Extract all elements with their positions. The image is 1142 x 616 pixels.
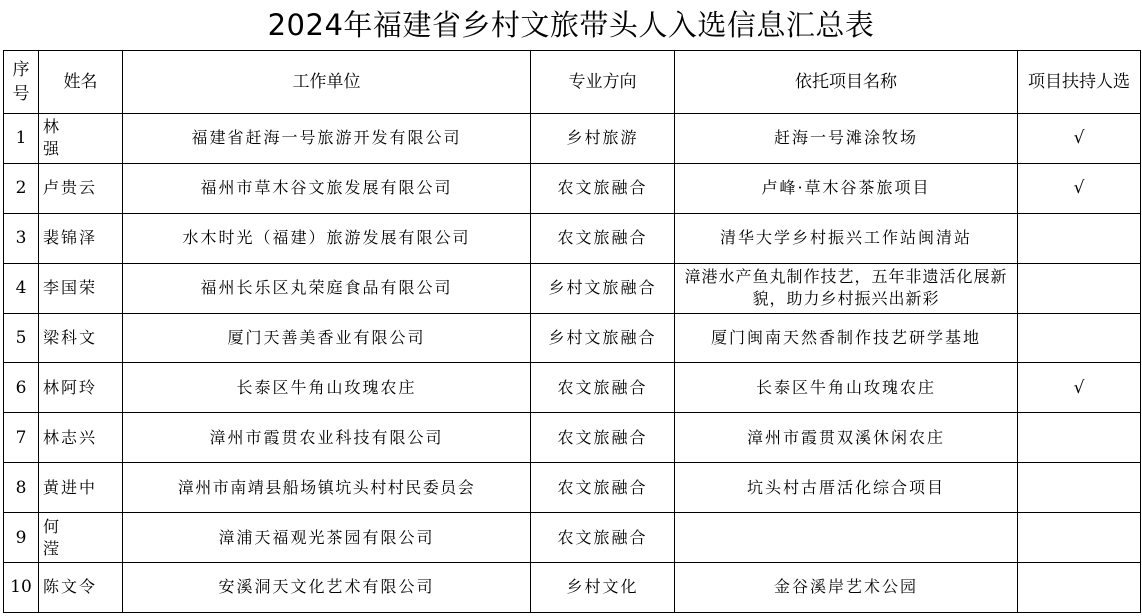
- check-icon: √: [1073, 377, 1085, 398]
- check-icon: √: [1073, 128, 1085, 149]
- table-row: [4, 213, 1141, 263]
- table-header-row: [4, 51, 1141, 114]
- cell-project: 坑头村古厝活化综合项目: [675, 463, 1018, 513]
- cell-unit: 漳州市南靖县船场镇坑头村村民委员会: [123, 463, 531, 513]
- table-row: [4, 363, 1141, 413]
- table-row: [4, 263, 1141, 313]
- cell-support: [1018, 313, 1141, 363]
- header-project: 依托项目名称: [675, 51, 1018, 114]
- table-row: [4, 163, 1141, 213]
- cell-name: 林阿玲: [39, 363, 123, 413]
- cell-project: 卢峰·草木谷茶旅项目: [675, 163, 1018, 213]
- cell-project: 厦门闽南天然香制作技艺研学基地: [675, 313, 1018, 363]
- cell-support: [1018, 513, 1141, 563]
- cell-unit: 福州长乐区丸荣庭食品有限公司: [123, 263, 531, 313]
- cell-direction: 乡村文旅融合: [531, 263, 675, 313]
- cell-seq: 1: [4, 114, 39, 164]
- header-unit: 工作单位: [123, 51, 531, 114]
- cell-seq: 2: [4, 163, 39, 213]
- header-support: 项目扶持人选: [1018, 51, 1141, 114]
- cell-seq: 8: [4, 463, 39, 513]
- cell-seq: 6: [4, 363, 39, 413]
- cell-name: 何 滢: [39, 513, 123, 563]
- cell-seq: 5: [4, 313, 39, 363]
- check-icon: √: [1073, 178, 1085, 199]
- cell-support: [1018, 213, 1141, 263]
- table-row: [4, 513, 1141, 563]
- cell-project: 漳港水产鱼丸制作技艺，五年非遗活化展新貌，助力乡村振兴出新彩: [675, 263, 1018, 313]
- cell-support: [1018, 463, 1141, 513]
- header-name: 姓名: [39, 51, 123, 114]
- cell-support: [1018, 263, 1141, 313]
- cell-project: 金谷溪岸艺术公园: [675, 563, 1018, 613]
- table-row: [4, 413, 1141, 463]
- cell-name: 黄进中: [39, 463, 123, 513]
- cell-unit: 福州市草木谷文旅发展有限公司: [123, 163, 531, 213]
- cell-support: [1018, 363, 1141, 413]
- cell-direction: 乡村文化: [531, 563, 675, 613]
- cell-project: 清华大学乡村振兴工作站闽清站: [675, 213, 1018, 263]
- table-row: [4, 563, 1141, 613]
- cell-unit: 漳浦天福观光茶园有限公司: [123, 513, 531, 563]
- cell-name: 陈文令: [39, 563, 123, 613]
- cell-support: [1018, 563, 1141, 613]
- cell-seq: 9: [4, 513, 39, 563]
- cell-seq: 3: [4, 213, 39, 263]
- cell-name: 李国荣: [39, 263, 123, 313]
- header-direction: 专业方向: [531, 51, 675, 114]
- cell-unit: 水木时光（福建）旅游发展有限公司: [123, 213, 531, 263]
- table-row: [4, 114, 1141, 164]
- cell-direction: 农文旅融合: [531, 363, 675, 413]
- cell-unit: 厦门天善美香业有限公司: [123, 313, 531, 363]
- table-row: [4, 313, 1141, 363]
- cell-support: [1018, 114, 1141, 164]
- cell-direction: 农文旅融合: [531, 513, 675, 563]
- cell-project: [675, 513, 1018, 563]
- cell-name: 卢贵云: [39, 163, 123, 213]
- cell-seq: 4: [4, 263, 39, 313]
- cell-direction: 农文旅融合: [531, 413, 675, 463]
- cell-seq: 7: [4, 413, 39, 463]
- cell-name: 梁科文: [39, 313, 123, 363]
- document-title: 2024年福建省乡村文旅带头人入选信息汇总表: [267, 8, 875, 42]
- selection-table: [3, 50, 1141, 613]
- cell-project: 赶海一号滩涂牧场: [675, 114, 1018, 164]
- cell-direction: 农文旅融合: [531, 463, 675, 513]
- table-row: [4, 463, 1141, 513]
- cell-support: [1018, 413, 1141, 463]
- header-seq: 序号: [4, 51, 39, 114]
- cell-unit: 福建省赶海一号旅游开发有限公司: [123, 114, 531, 164]
- cell-support: [1018, 163, 1141, 213]
- cell-unit: 长泰区牛角山玫瑰农庄: [123, 363, 531, 413]
- cell-project: 长泰区牛角山玫瑰农庄: [675, 363, 1018, 413]
- cell-project: 漳州市霞贯双溪休闲农庄: [675, 413, 1018, 463]
- cell-seq: 10: [4, 563, 39, 613]
- cell-direction: 乡村旅游: [531, 114, 675, 164]
- cell-name: 裴锦泽: [39, 213, 123, 263]
- cell-direction: 农文旅融合: [531, 213, 675, 263]
- cell-unit: 安溪洞天文化艺术有限公司: [123, 563, 531, 613]
- cell-unit: 漳州市霞贯农业科技有限公司: [123, 413, 531, 463]
- cell-direction: 农文旅融合: [531, 163, 675, 213]
- cell-name: 林志兴: [39, 413, 123, 463]
- cell-name: 林 强: [39, 114, 123, 164]
- cell-direction: 乡村文旅融合: [531, 313, 675, 363]
